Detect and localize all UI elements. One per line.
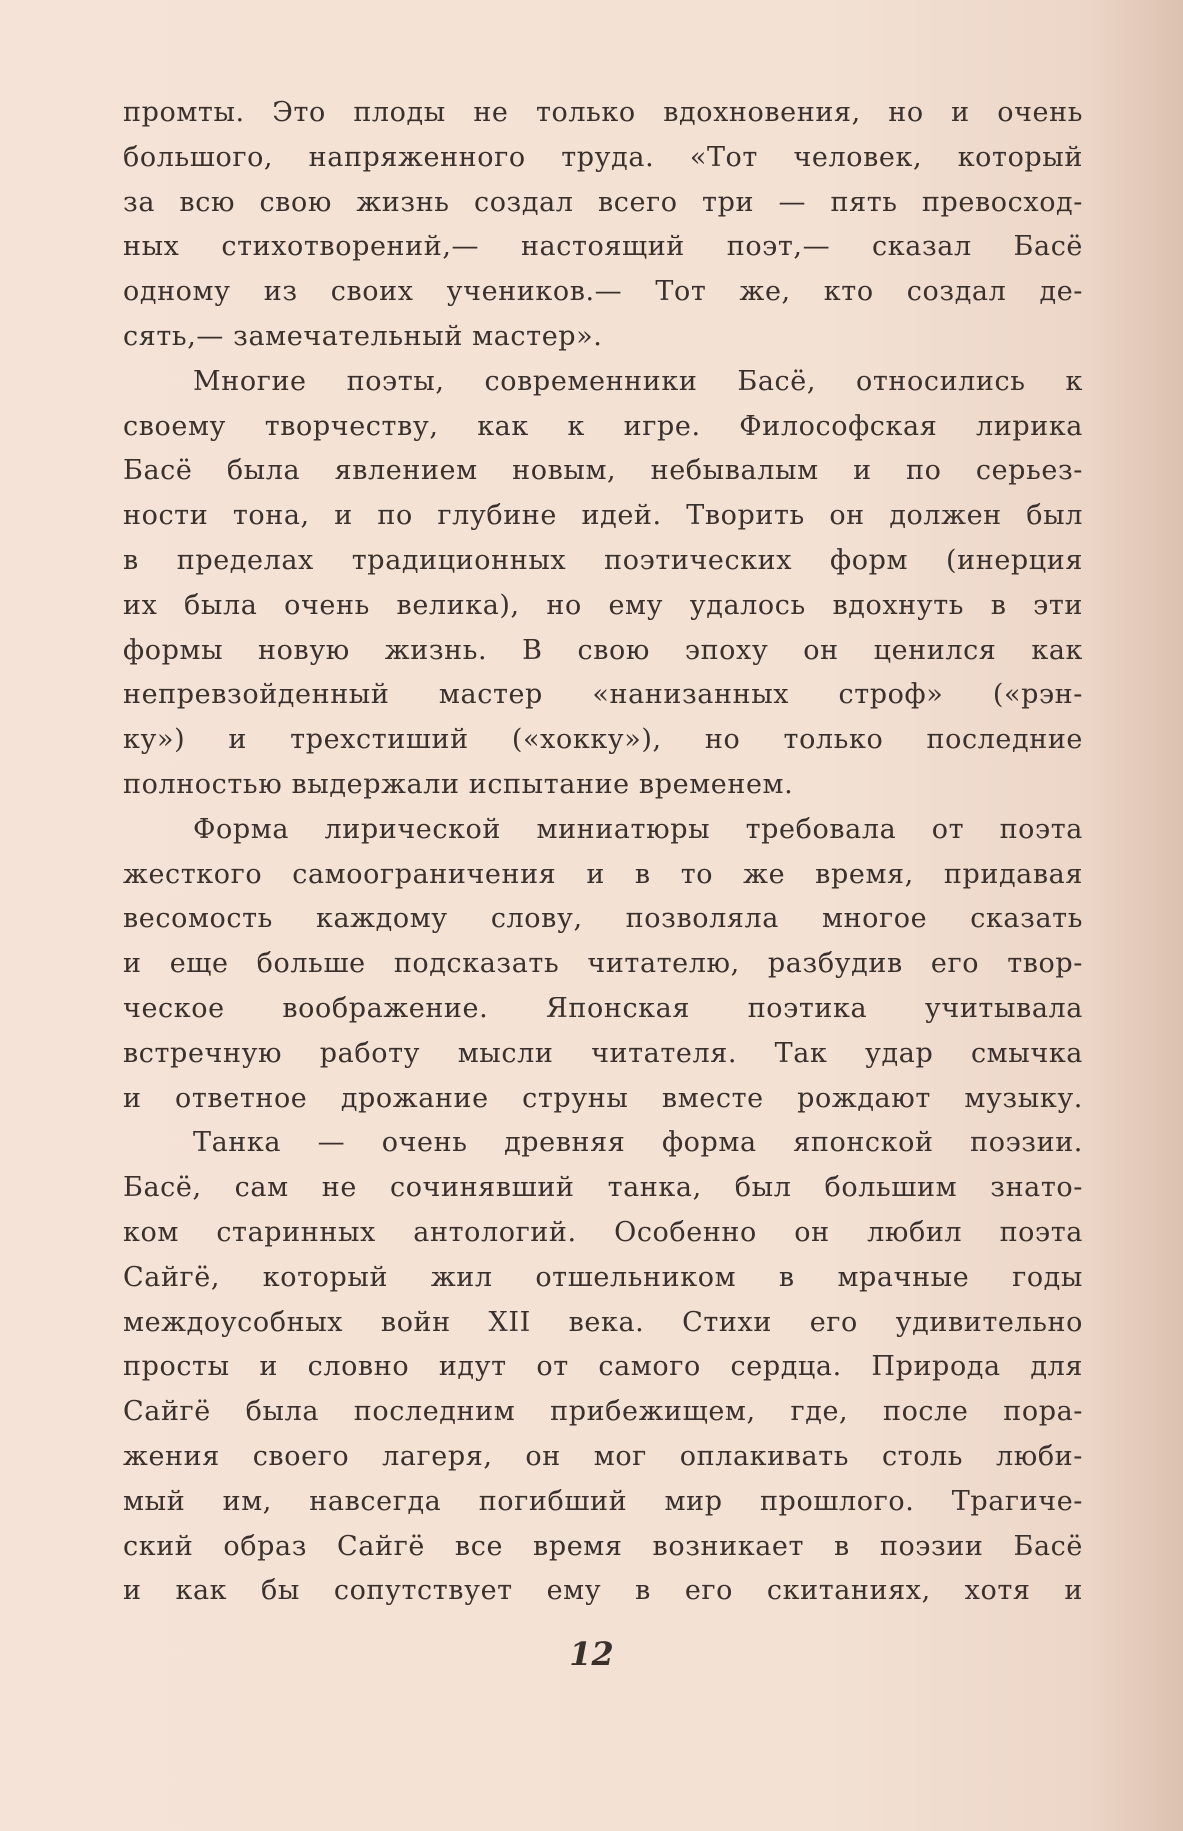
text-line: весомость каждому слову, позволяла многое сказать bbox=[123, 903, 1083, 935]
text-line: Басё, сам не сочинявший танка, был большим знато- bbox=[123, 1172, 1083, 1204]
text-line: ных стихотворений,— настоящий поэт,— сказал Басё bbox=[123, 231, 1083, 263]
text-line: в пределах традиционных поэтических форм (инерция bbox=[123, 544, 1083, 576]
text-line: мый им, навсегда погибший мир прошлого. Трагиче- bbox=[123, 1485, 1083, 1517]
text-line: просты и словно идут от самого сердца. Природа для bbox=[123, 1351, 1083, 1383]
text-line: ку») и трехстиший («хокку»), но только последние bbox=[123, 724, 1083, 756]
text-line: междоусобных войн XII века. Стихи его удивительно bbox=[123, 1306, 1083, 1338]
text-line: своему творчеству, как к игре. Философская лирика bbox=[123, 410, 1083, 442]
text-line: жесткого самоограничения и в то же время, придавая bbox=[123, 858, 1083, 890]
text-line: и еще больше подсказать читателю, разбудив его твор- bbox=[123, 948, 1083, 980]
text-line: сять,— замечательный мастер». bbox=[123, 320, 603, 352]
paragraph-first-line: Форма лирической миниатюры требовала от поэта bbox=[193, 813, 1083, 845]
text-line: промты. Это плоды не только вдохновения, но и очень bbox=[123, 97, 1083, 128]
text-line: жения своего лагеря, он мог оплакивать столь люби- bbox=[123, 1440, 1083, 1472]
paragraph-first-line: Танка — очень древняя форма японской поэзии. bbox=[193, 1127, 1083, 1159]
text-line: ком старинных антологий. Особенно он любил поэта bbox=[123, 1216, 1083, 1248]
text-line: ский образ Сайгё все время возникает в поэзии Басё bbox=[123, 1530, 1083, 1562]
text-line: Сайгё, который жил отшельником в мрачные годы bbox=[123, 1261, 1083, 1293]
text-line: большого, напряженного труда. «Тот человек, который bbox=[123, 141, 1083, 173]
text-line: и как бы сопутствует ему в его скитаниях, хотя и bbox=[123, 1575, 1083, 1607]
text-line: и ответное дрожание струны вместе рождают музыку. bbox=[123, 1082, 1083, 1114]
body-text bbox=[123, 91, 1083, 1614]
text-line: непревзойденный мастер «нанизанных строф» («рэн- bbox=[123, 679, 1083, 711]
text-line: их была очень велика), но ему удалось вдохнуть в эти bbox=[123, 589, 1083, 621]
text-line: встречную работу мысли читателя. Так удар смычка bbox=[123, 1037, 1083, 1069]
text-line: полностью выдержали испытание временем. bbox=[123, 768, 794, 800]
page-number: 12 bbox=[569, 1635, 614, 1673]
text-line: за всю свою жизнь создал всего три — пять превосход- bbox=[123, 186, 1083, 218]
text-line: Басё была явлением новым, небывалым и по серьез- bbox=[123, 455, 1083, 487]
text-line: формы новую жизнь. В свою эпоху он ценился как bbox=[123, 634, 1083, 666]
text-line: одному из своих учеников.— Тот же, кто создал де- bbox=[123, 276, 1083, 308]
text-line: ческое воображение. Японская поэтика учитывала bbox=[123, 992, 1083, 1024]
text-line: Сайгё была последним прибежищем, где, после пора- bbox=[123, 1396, 1083, 1428]
text-line: ности тона, и по глубине идей. Творить он должен был bbox=[123, 500, 1083, 532]
paragraph-first-line: Многие поэты, современники Басё, относились к bbox=[193, 365, 1083, 397]
